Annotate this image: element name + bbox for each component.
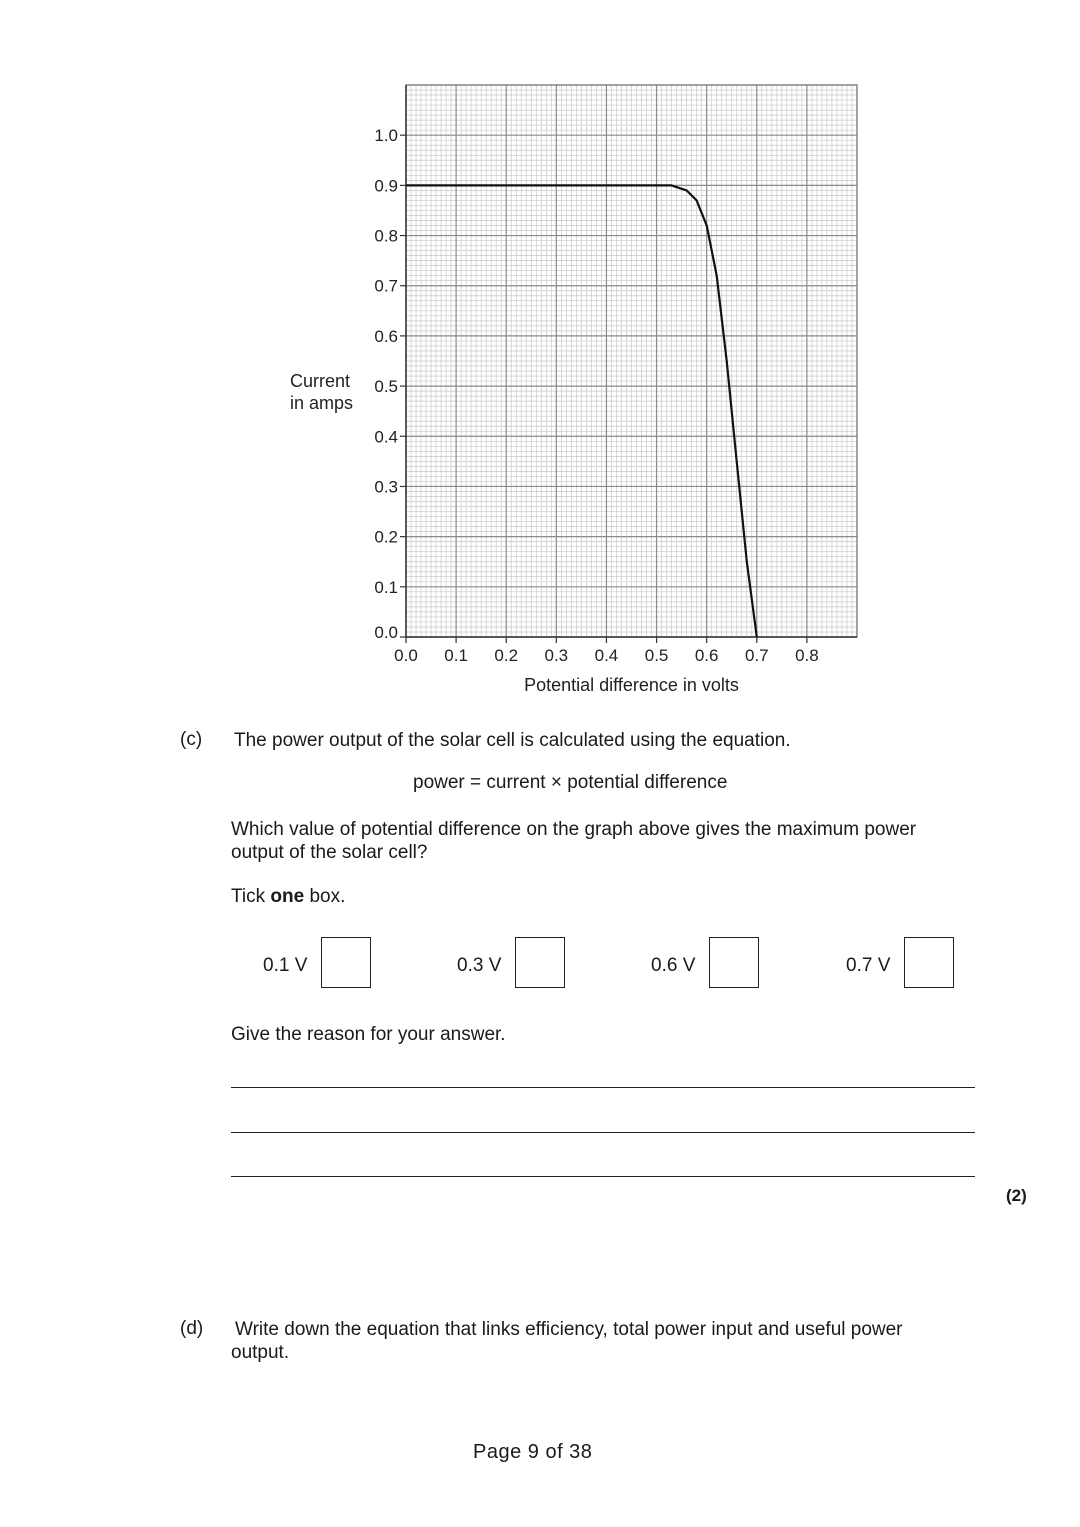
- y-tick-label: 0.8: [374, 226, 398, 246]
- x-tick-label: 0.4: [594, 646, 619, 665]
- question-c-letter: (c): [180, 729, 203, 750]
- option-checkbox-2[interactable]: [515, 937, 565, 988]
- y-tick-label: 0.2: [374, 527, 398, 547]
- option-label-1: 0.1 V: [263, 955, 308, 976]
- question-d-line1: Write down the equation that links efficiency, total power input and useful power: [235, 1319, 903, 1340]
- option-label-2: 0.3 V: [457, 955, 502, 976]
- answer-line-1[interactable]: [231, 1087, 975, 1088]
- y-tick-label: 0.1: [374, 577, 398, 597]
- option-label-4: 0.7 V: [846, 955, 891, 976]
- reason-prompt: Give the reason for your answer.: [231, 1024, 506, 1045]
- x-axis-title: Potential difference in volts: [524, 675, 739, 695]
- x-tick-label: 0.7: [744, 646, 769, 665]
- y-tick-label: 0.9: [374, 176, 398, 196]
- y-tick-label: 0.4: [374, 427, 398, 447]
- tick-instruction: Tick one box.: [231, 886, 346, 907]
- x-tick-label: 0.1: [444, 646, 468, 665]
- power-equation: power = current × potential difference: [413, 772, 728, 793]
- answer-line-3[interactable]: [231, 1176, 975, 1177]
- option-checkbox-3[interactable]: [709, 937, 759, 988]
- marks-label: (2): [1006, 1186, 1027, 1205]
- question-c-intro: The power output of the solar cell is calculated using the equation.: [234, 730, 791, 751]
- y-tick-label: 1.0: [374, 126, 398, 146]
- page-number: Page 9 of 38: [473, 1441, 593, 1463]
- x-tick-label: 0.5: [644, 646, 669, 665]
- question-c-line2: output of the solar cell?: [231, 842, 428, 863]
- x-tick-label: 0.2: [494, 646, 519, 665]
- option-checkbox-1[interactable]: [321, 937, 371, 988]
- answer-line-2[interactable]: [231, 1132, 975, 1133]
- y-tick-label: 0.6: [374, 326, 398, 346]
- minor-gridlines: [406, 85, 857, 637]
- y-tick-label: 0.3: [374, 477, 398, 497]
- x-tick-label: 0.8: [795, 646, 819, 665]
- x-tick-label: 0.3: [544, 646, 569, 665]
- y-tick-label: 0.7: [374, 276, 398, 296]
- current-voltage-graph: [0, 0, 1080, 710]
- y-tick-label: 0.5: [374, 377, 398, 397]
- x-tick-label: 0.0: [394, 646, 418, 665]
- x-tick-label: 0.6: [694, 646, 719, 665]
- y-tick-label: 0.0: [374, 623, 398, 642]
- question-d-letter: (d): [180, 1318, 204, 1339]
- option-checkbox-4[interactable]: [904, 937, 954, 988]
- y-axis-title-line: in amps: [290, 393, 354, 413]
- option-label-3: 0.6 V: [651, 955, 696, 976]
- question-c-line1: Which value of potential difference on the graph above gives the maximum power: [231, 819, 917, 840]
- y-axis-title-line: Current: [290, 371, 351, 391]
- question-d-line2: output.: [231, 1342, 290, 1363]
